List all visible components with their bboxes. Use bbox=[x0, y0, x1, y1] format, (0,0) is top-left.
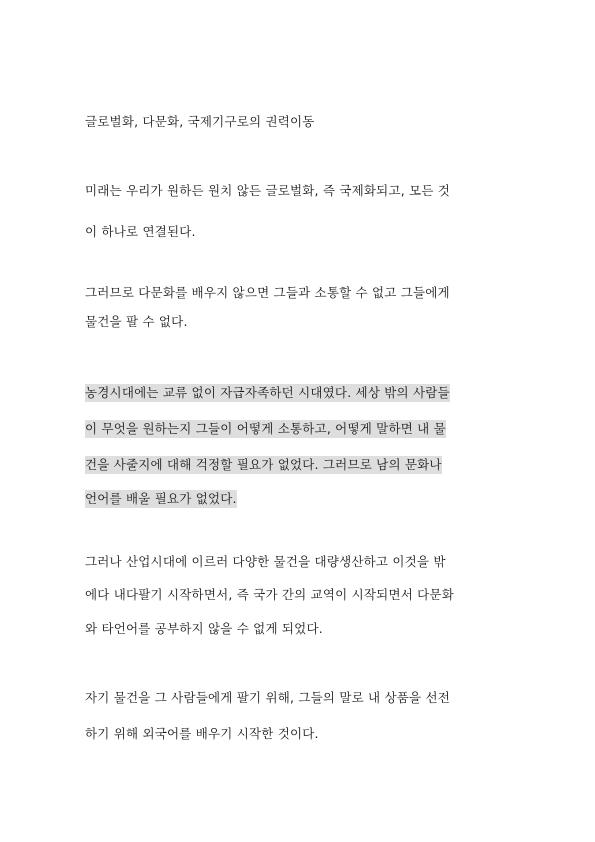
paragraph-1-line-1: 미래는 우리가 원하든 원치 않든 글로벌화, 즉 국제화되고, 모든 것 bbox=[85, 183, 451, 198]
paragraph-4-line-2: 에다 내다팔기 시작하면서, 즉 국가 간의 교역이 시작되면서 다문화 bbox=[85, 587, 454, 602]
paragraph-4-line-3: 와 타언어를 공부하지 않을 수 없게 되었다. bbox=[85, 621, 323, 636]
paragraph-2-line-2: 물건을 팔 수 없다. bbox=[85, 314, 188, 329]
document-title: 글로벌화, 다문화, 국제기구로의 권력이동 bbox=[85, 114, 315, 129]
paragraph-3-line-1: 농경시대에는 교류 없이 자급자족하던 시대였다. 세상 밖의 사람들 bbox=[85, 385, 450, 400]
paragraph-2-line-1: 그러므로 다문화를 배우지 않으면 그들과 소통할 수 없고 그들에게 bbox=[85, 285, 450, 300]
paragraph-3-line-3: 건을 사줄지에 대해 걱정할 필요가 없었다. 그러므로 남의 문화나 bbox=[85, 457, 442, 472]
paragraph-1-line-2: 이 하나로 연결된다. bbox=[85, 224, 196, 239]
paragraph-3-line-2: 이 무엇을 원하는지 그들이 어떻게 소통하고, 어떻게 말하면 내 물 bbox=[85, 421, 446, 436]
paragraph-4-line-1: 그러나 산업시대에 이르러 다양한 물건을 대량생산하고 이것을 밖 bbox=[85, 554, 446, 569]
paragraph-3-line-4: 언어를 배울 필요가 없었다. bbox=[85, 491, 237, 506]
paragraph-5-line-2: 하기 위해 외국어를 배우기 시작한 것이다. bbox=[85, 726, 319, 741]
paragraph-5-line-1: 자기 물건을 그 사람들에게 팔기 위해, 그들의 말로 내 상품을 선전 bbox=[85, 690, 451, 705]
